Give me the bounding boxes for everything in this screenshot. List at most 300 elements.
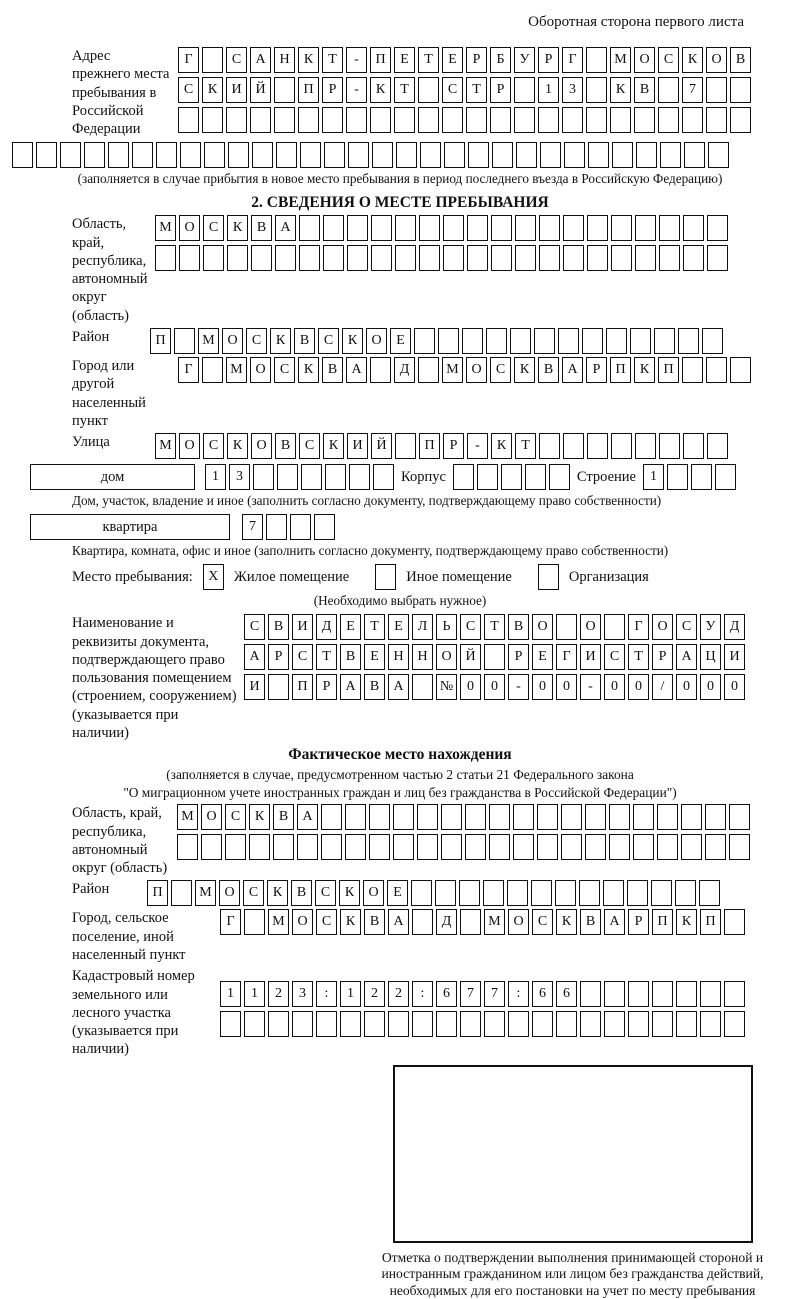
char-box[interactable]: 0 (604, 674, 625, 700)
char-box[interactable] (681, 834, 702, 860)
char-box[interactable] (345, 804, 366, 830)
char-box[interactable] (268, 674, 289, 700)
char-box[interactable]: А (604, 909, 625, 935)
char-box[interactable]: О (219, 880, 240, 906)
char-box[interactable]: С (604, 644, 625, 670)
char-box[interactable] (417, 804, 438, 830)
char-box[interactable] (244, 1011, 265, 1037)
char-box[interactable] (396, 142, 417, 168)
char-box[interactable] (508, 1011, 529, 1037)
char-box[interactable] (411, 880, 432, 906)
char-box[interactable] (201, 834, 222, 860)
char-box[interactable]: В (364, 909, 385, 935)
char-box[interactable] (108, 142, 129, 168)
char-box[interactable] (178, 107, 199, 133)
char-box[interactable] (659, 245, 680, 271)
char-box[interactable] (301, 464, 322, 490)
char-box[interactable] (442, 107, 463, 133)
char-box[interactable]: 1 (340, 981, 361, 1007)
char-box[interactable] (585, 834, 606, 860)
char-box[interactable]: Л (412, 614, 433, 640)
char-box[interactable]: С (658, 47, 679, 73)
char-box[interactable]: 3 (562, 77, 583, 103)
char-box[interactable]: М (484, 909, 505, 935)
char-box[interactable] (347, 245, 368, 271)
char-box[interactable]: Е (394, 47, 415, 73)
char-box[interactable]: К (682, 47, 703, 73)
char-box[interactable] (418, 107, 439, 133)
char-box[interactable] (537, 834, 558, 860)
char-box[interactable] (604, 614, 625, 640)
char-box[interactable] (491, 245, 512, 271)
char-box[interactable] (345, 834, 366, 860)
char-box[interactable] (683, 433, 704, 459)
char-box[interactable]: Е (364, 644, 385, 670)
char-box[interactable]: С (203, 215, 224, 241)
char-box[interactable] (636, 142, 657, 168)
char-box[interactable]: О (508, 909, 529, 935)
char-box[interactable]: Р (652, 644, 673, 670)
char-box[interactable] (681, 804, 702, 830)
char-box[interactable]: В (251, 215, 272, 241)
char-box[interactable] (582, 328, 603, 354)
char-box[interactable]: К (270, 328, 291, 354)
char-box[interactable] (323, 245, 344, 271)
char-box[interactable] (299, 245, 320, 271)
char-box[interactable] (538, 107, 559, 133)
char-box[interactable]: 0 (556, 674, 577, 700)
char-box[interactable]: О (251, 433, 272, 459)
char-box[interactable] (370, 357, 391, 383)
char-box[interactable] (587, 215, 608, 241)
char-box[interactable]: К (676, 909, 697, 935)
char-box[interactable]: 0 (700, 674, 721, 700)
char-box[interactable] (253, 464, 274, 490)
char-box[interactable] (507, 880, 528, 906)
char-box[interactable] (369, 834, 390, 860)
char-box[interactable] (467, 245, 488, 271)
char-box[interactable]: В (508, 614, 529, 640)
char-box[interactable] (490, 107, 511, 133)
char-box[interactable]: Н (388, 644, 409, 670)
char-box[interactable]: Й (250, 77, 271, 103)
char-box[interactable]: П (370, 47, 391, 73)
char-box[interactable]: А (275, 215, 296, 241)
char-box[interactable] (561, 834, 582, 860)
char-box[interactable]: А (244, 644, 265, 670)
char-box[interactable]: С (316, 909, 337, 935)
char-box[interactable]: Г (178, 357, 199, 383)
char-box[interactable] (466, 107, 487, 133)
char-box[interactable] (630, 328, 651, 354)
char-box[interactable] (611, 215, 632, 241)
char-box[interactable] (515, 245, 536, 271)
char-box[interactable] (556, 1011, 577, 1037)
char-box[interactable] (606, 328, 627, 354)
char-box[interactable] (325, 464, 346, 490)
char-box[interactable]: X (203, 564, 224, 590)
char-box[interactable] (419, 245, 440, 271)
char-box[interactable] (299, 215, 320, 241)
char-box[interactable] (322, 107, 343, 133)
char-box[interactable] (651, 880, 672, 906)
char-box[interactable] (314, 514, 335, 540)
char-box[interactable] (635, 245, 656, 271)
char-box[interactable]: В (273, 804, 294, 830)
char-box[interactable]: С (299, 433, 320, 459)
char-box[interactable] (652, 1011, 673, 1037)
char-box[interactable] (707, 215, 728, 241)
char-box[interactable] (612, 142, 633, 168)
char-box[interactable] (274, 77, 295, 103)
char-box[interactable]: 0 (484, 674, 505, 700)
char-box[interactable]: Й (371, 433, 392, 459)
char-box[interactable] (513, 834, 534, 860)
char-box[interactable] (373, 464, 394, 490)
char-box[interactable]: Е (388, 614, 409, 640)
char-box[interactable] (555, 880, 576, 906)
char-box[interactable] (370, 107, 391, 133)
char-box[interactable]: О (366, 328, 387, 354)
char-box[interactable] (477, 464, 498, 490)
char-box[interactable] (443, 215, 464, 241)
char-box[interactable]: - (508, 674, 529, 700)
char-box[interactable]: Т (628, 644, 649, 670)
char-box[interactable]: 2 (364, 981, 385, 1007)
char-box[interactable]: О (652, 614, 673, 640)
char-box[interactable] (453, 464, 474, 490)
char-box[interactable]: А (297, 804, 318, 830)
char-box[interactable] (579, 880, 600, 906)
char-box[interactable]: 3 (292, 981, 313, 1007)
char-box[interactable] (609, 834, 630, 860)
char-box[interactable]: Е (532, 644, 553, 670)
char-box[interactable] (633, 804, 654, 830)
char-box[interactable] (467, 215, 488, 241)
char-box[interactable]: В (580, 909, 601, 935)
char-box[interactable] (395, 215, 416, 241)
char-box[interactable] (388, 1011, 409, 1037)
char-box[interactable] (587, 245, 608, 271)
char-box[interactable]: П (652, 909, 673, 935)
char-box[interactable]: М (610, 47, 631, 73)
char-box[interactable] (532, 1011, 553, 1037)
char-box[interactable]: Б (490, 47, 511, 73)
char-box[interactable] (563, 215, 584, 241)
char-box[interactable]: 1 (538, 77, 559, 103)
char-box[interactable] (249, 834, 270, 860)
char-box[interactable]: : (508, 981, 529, 1007)
char-box[interactable]: Г (556, 644, 577, 670)
char-box[interactable]: В (634, 77, 655, 103)
char-box[interactable] (349, 464, 370, 490)
char-box[interactable]: И (226, 77, 247, 103)
char-box[interactable] (60, 142, 81, 168)
char-box[interactable]: Т (394, 77, 415, 103)
char-box[interactable] (484, 1011, 505, 1037)
char-box[interactable]: К (514, 357, 535, 383)
char-box[interactable]: С (460, 614, 481, 640)
char-box[interactable] (610, 107, 631, 133)
char-box[interactable] (513, 804, 534, 830)
char-box[interactable]: : (316, 981, 337, 1007)
char-box[interactable] (419, 215, 440, 241)
char-box[interactable]: М (195, 880, 216, 906)
char-box[interactable]: А (346, 357, 367, 383)
char-box[interactable]: О (222, 328, 243, 354)
char-box[interactable]: М (268, 909, 289, 935)
char-box[interactable] (730, 107, 751, 133)
char-box[interactable]: В (294, 328, 315, 354)
char-box[interactable] (628, 1011, 649, 1037)
char-box[interactable] (724, 981, 745, 1007)
char-box[interactable] (678, 328, 699, 354)
char-box[interactable]: В (291, 880, 312, 906)
char-box[interactable]: С (178, 77, 199, 103)
char-box[interactable]: П (150, 328, 171, 354)
char-box[interactable] (484, 644, 505, 670)
char-box[interactable]: Г (220, 909, 241, 935)
char-box[interactable]: О (706, 47, 727, 73)
char-box[interactable]: 1 (220, 981, 241, 1007)
char-box[interactable] (730, 357, 751, 383)
char-box[interactable] (251, 245, 272, 271)
char-box[interactable] (460, 909, 481, 935)
char-box[interactable]: М (155, 215, 176, 241)
char-box[interactable]: Р (268, 644, 289, 670)
char-box[interactable]: М (226, 357, 247, 383)
char-box[interactable] (660, 142, 681, 168)
char-box[interactable] (171, 880, 192, 906)
char-box[interactable] (588, 142, 609, 168)
char-box[interactable]: И (244, 674, 265, 700)
char-box[interactable] (441, 804, 462, 830)
char-box[interactable]: Р (538, 47, 559, 73)
char-box[interactable]: К (370, 77, 391, 103)
char-box[interactable] (634, 107, 655, 133)
char-box[interactable]: С (315, 880, 336, 906)
char-box[interactable]: Н (274, 47, 295, 73)
char-box[interactable] (202, 47, 223, 73)
char-box[interactable] (659, 215, 680, 241)
char-box[interactable] (699, 880, 720, 906)
char-box[interactable]: П (610, 357, 631, 383)
char-box[interactable] (539, 433, 560, 459)
char-box[interactable]: С (246, 328, 267, 354)
char-box[interactable] (483, 880, 504, 906)
char-box[interactable] (84, 142, 105, 168)
char-box[interactable] (465, 834, 486, 860)
char-box[interactable] (635, 215, 656, 241)
char-box[interactable]: И (292, 614, 313, 640)
char-box[interactable]: Р (628, 909, 649, 935)
char-box[interactable] (420, 142, 441, 168)
char-box[interactable] (657, 834, 678, 860)
char-box[interactable] (347, 215, 368, 241)
char-box[interactable]: К (556, 909, 577, 935)
char-box[interactable]: Ц (700, 644, 721, 670)
char-box[interactable] (676, 981, 697, 1007)
char-box[interactable]: О (580, 614, 601, 640)
char-box[interactable] (462, 328, 483, 354)
char-box[interactable]: П (298, 77, 319, 103)
char-box[interactable]: А (388, 674, 409, 700)
char-box[interactable]: 1 (244, 981, 265, 1007)
char-box[interactable] (534, 328, 555, 354)
char-box[interactable] (635, 433, 656, 459)
char-box[interactable]: К (227, 433, 248, 459)
char-box[interactable] (268, 1011, 289, 1037)
char-box[interactable] (556, 614, 577, 640)
char-box[interactable]: Т (316, 644, 337, 670)
char-box[interactable]: Р (586, 357, 607, 383)
char-box[interactable]: А (562, 357, 583, 383)
char-box[interactable]: К (342, 328, 363, 354)
char-box[interactable] (561, 804, 582, 830)
char-box[interactable]: П (658, 357, 679, 383)
char-box[interactable]: О (466, 357, 487, 383)
char-box[interactable] (586, 107, 607, 133)
char-box[interactable] (658, 107, 679, 133)
char-box[interactable] (563, 433, 584, 459)
char-box[interactable] (539, 215, 560, 241)
char-box[interactable]: Е (442, 47, 463, 73)
char-box[interactable] (300, 142, 321, 168)
char-box[interactable] (724, 909, 745, 935)
char-box[interactable] (586, 47, 607, 73)
char-box[interactable]: М (155, 433, 176, 459)
char-box[interactable] (414, 328, 435, 354)
char-box[interactable] (371, 245, 392, 271)
char-box[interactable] (705, 834, 726, 860)
char-box[interactable]: В (364, 674, 385, 700)
char-box[interactable] (393, 834, 414, 860)
char-box[interactable]: - (346, 47, 367, 73)
char-box[interactable]: - (346, 77, 367, 103)
char-box[interactable] (531, 880, 552, 906)
char-box[interactable] (706, 107, 727, 133)
char-box[interactable]: Р (316, 674, 337, 700)
char-box[interactable]: К (634, 357, 655, 383)
char-box[interactable]: С (442, 77, 463, 103)
char-box[interactable]: М (442, 357, 463, 383)
char-box[interactable]: 2 (268, 981, 289, 1007)
char-box[interactable] (510, 328, 531, 354)
char-box[interactable] (702, 328, 723, 354)
char-box[interactable] (132, 142, 153, 168)
char-box[interactable]: Е (387, 880, 408, 906)
char-box[interactable]: С (244, 614, 265, 640)
char-box[interactable] (395, 245, 416, 271)
char-box[interactable]: : (412, 981, 433, 1007)
char-box[interactable] (12, 142, 33, 168)
char-box[interactable] (202, 107, 223, 133)
char-box[interactable] (564, 142, 585, 168)
char-box[interactable] (700, 1011, 721, 1037)
char-box[interactable]: 7 (460, 981, 481, 1007)
char-box[interactable]: К (340, 909, 361, 935)
char-box[interactable] (489, 804, 510, 830)
char-box[interactable] (220, 1011, 241, 1037)
char-box[interactable] (691, 464, 712, 490)
char-box[interactable]: Г (562, 47, 583, 73)
char-box[interactable]: А (340, 674, 361, 700)
char-box[interactable] (628, 981, 649, 1007)
char-box[interactable]: П (700, 909, 721, 935)
char-box[interactable] (580, 1011, 601, 1037)
char-box[interactable] (724, 1011, 745, 1037)
char-box[interactable] (489, 834, 510, 860)
char-box[interactable] (460, 1011, 481, 1037)
char-box[interactable] (417, 834, 438, 860)
char-box[interactable] (501, 464, 522, 490)
char-box[interactable]: И (580, 644, 601, 670)
char-box[interactable] (321, 804, 342, 830)
char-box[interactable] (659, 433, 680, 459)
char-box[interactable]: В (538, 357, 559, 383)
char-box[interactable] (435, 880, 456, 906)
char-box[interactable]: М (177, 804, 198, 830)
char-box[interactable] (514, 77, 535, 103)
char-box[interactable]: Р (466, 47, 487, 73)
char-box[interactable] (684, 142, 705, 168)
char-box[interactable]: С (532, 909, 553, 935)
house-type-box[interactable]: дом (30, 464, 195, 490)
char-box[interactable]: У (700, 614, 721, 640)
char-box[interactable] (346, 107, 367, 133)
char-box[interactable]: 6 (436, 981, 457, 1007)
char-box[interactable] (676, 1011, 697, 1037)
char-box[interactable] (549, 464, 570, 490)
char-box[interactable]: С (225, 804, 246, 830)
char-box[interactable]: Т (418, 47, 439, 73)
char-box[interactable] (250, 107, 271, 133)
char-box[interactable] (412, 674, 433, 700)
char-box[interactable] (525, 464, 546, 490)
char-box[interactable] (705, 804, 726, 830)
char-box[interactable] (177, 834, 198, 860)
char-box[interactable]: Т (484, 614, 505, 640)
char-box[interactable] (465, 804, 486, 830)
char-box[interactable] (438, 328, 459, 354)
char-box[interactable] (586, 77, 607, 103)
char-box[interactable] (226, 107, 247, 133)
char-box[interactable]: Ь (436, 614, 457, 640)
char-box[interactable]: О (250, 357, 271, 383)
char-box[interactable]: К (298, 357, 319, 383)
char-box[interactable] (609, 804, 630, 830)
char-box[interactable]: 1 (205, 464, 226, 490)
char-box[interactable] (266, 514, 287, 540)
char-box[interactable] (372, 142, 393, 168)
char-box[interactable] (706, 77, 727, 103)
char-box[interactable]: А (250, 47, 271, 73)
char-box[interactable] (202, 357, 223, 383)
char-box[interactable]: И (347, 433, 368, 459)
char-box[interactable]: Т (364, 614, 385, 640)
char-box[interactable]: 7 (484, 981, 505, 1007)
char-box[interactable] (707, 245, 728, 271)
char-box[interactable] (321, 834, 342, 860)
char-box[interactable]: О (436, 644, 457, 670)
char-box[interactable]: О (292, 909, 313, 935)
char-box[interactable] (227, 245, 248, 271)
char-box[interactable]: Р (322, 77, 343, 103)
char-box[interactable] (155, 245, 176, 271)
char-box[interactable] (491, 215, 512, 241)
char-box[interactable] (395, 433, 416, 459)
char-box[interactable] (539, 245, 560, 271)
